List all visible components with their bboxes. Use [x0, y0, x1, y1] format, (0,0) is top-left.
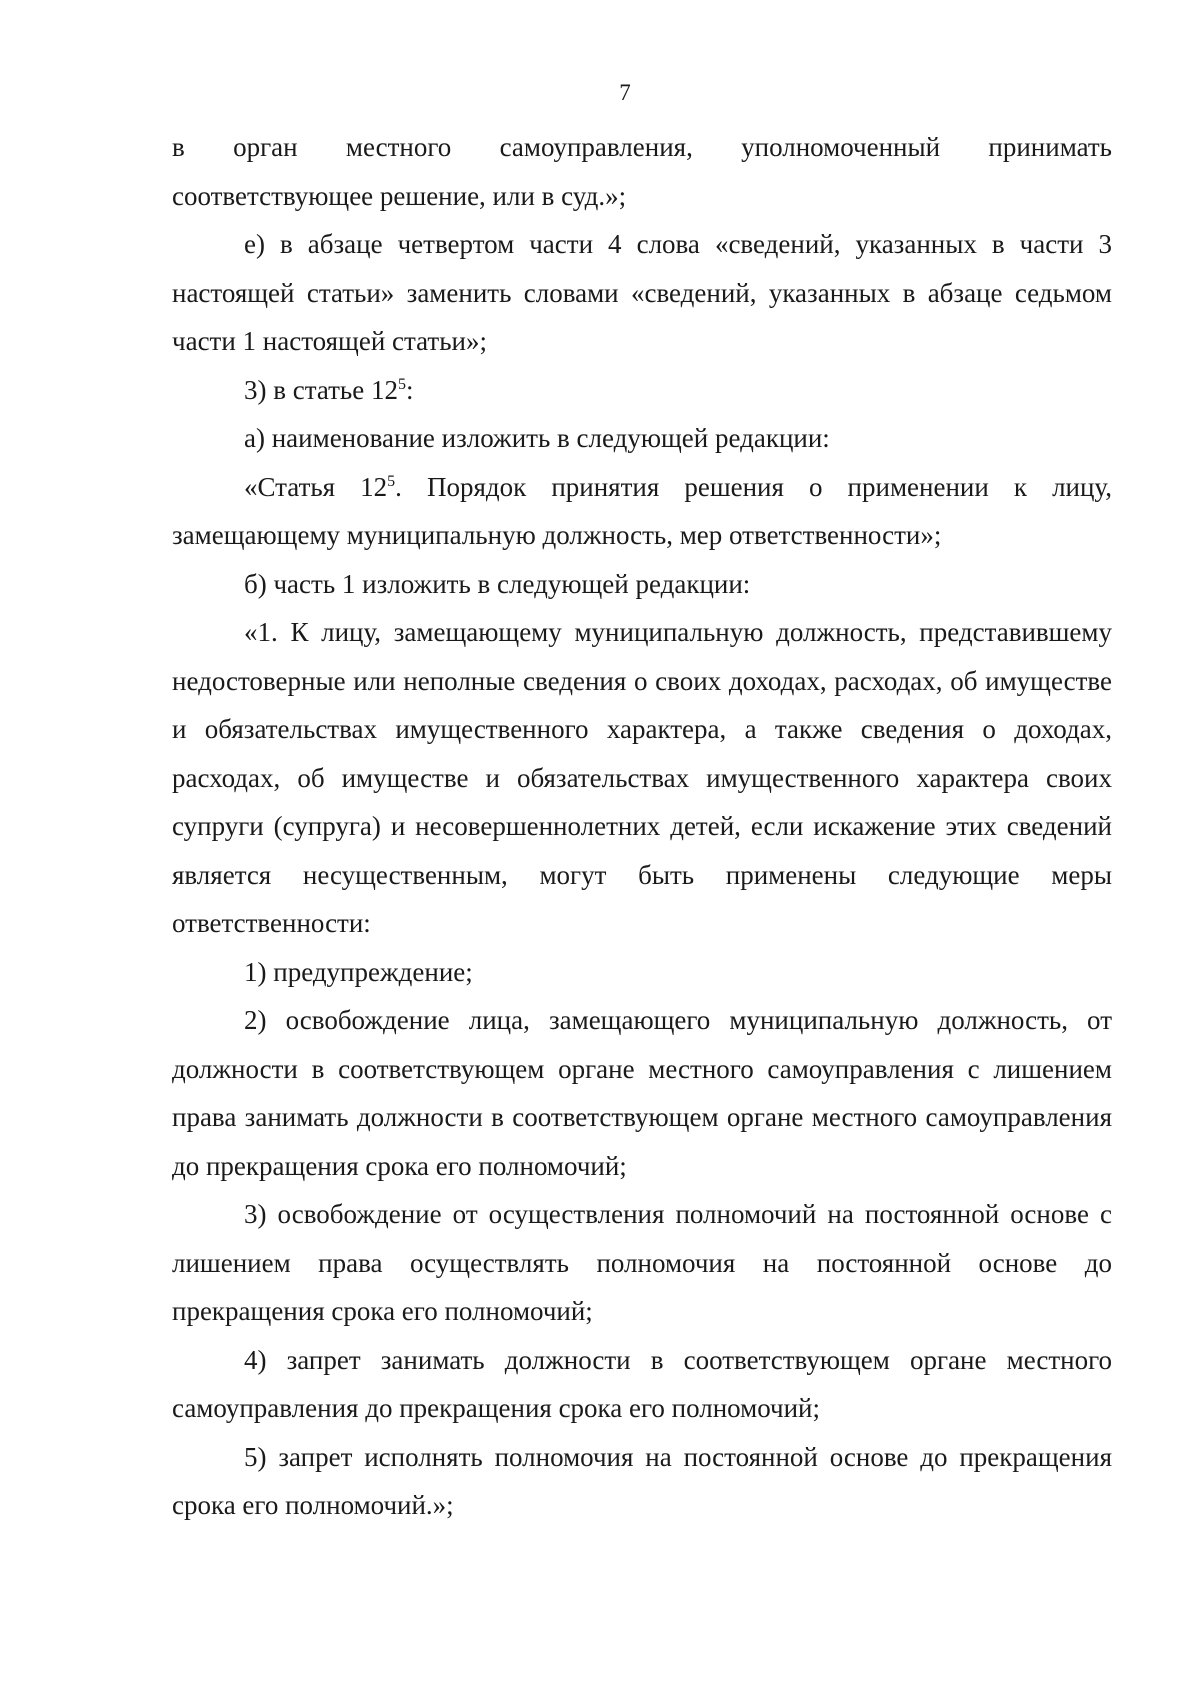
paragraph-item-3-text: 3) в статье 12	[244, 374, 398, 405]
paragraph-item-3-tail: :	[405, 374, 414, 405]
page-number: 7	[619, 80, 631, 105]
paragraph-measure-1: 1) предупреждение;	[244, 956, 473, 987]
document-body	[172, 123, 1112, 1530]
paragraph-item-3	[172, 366, 1112, 415]
paragraph-measure-4: 4) запрет занимать должности в соответствующем органе местного самоуправления до прекращения срока его полномочий;	[172, 1344, 1112, 1423]
paragraph-part-1: «1. К лицу, замещающему муниципальную должность, представившему недостоверные или неполные сведения о своих доходах, расходах, об имуществе и обязательствах имущественного характера, а также сведения о доходах, расходах, об имуществе и обязательствах имущественного характера своих супруги (супруга) и несовершеннолетних детей, если искажение этих сведений является несущественным, могут быть применены следующие меры ответственности:	[172, 617, 1112, 938]
paragraph-continuation: в орган местного самоуправления, уполномоченный принимать соответствующее решение, или в суд.»;	[172, 132, 1112, 211]
paragraph-measure-5: 5) запрет исполнять полномочия на постоянной основе до прекращения срока его полномочий.»;	[172, 1441, 1112, 1520]
paragraph-measure-2: 2) освобождение лица, замещающего муниципальную должность, от должности в соответствующем органе местного самоуправления с лишением права занимать должности в соответствующем органе местного самоуправления до прекращения срока его полномочий;	[172, 1005, 1112, 1181]
paragraph-item-a: а) наименование изложить в следующей редакции:	[244, 423, 830, 453]
paragraph-item-e: е) в абзаце четвертом части 4 слова «сведений, указанных в части 3 настоящей статьи» заменить словами «сведений, указанных в абзаце седьмом части 1 настоящей статьи»;	[172, 229, 1112, 356]
paragraph-item-b: б) часть 1 изложить в следующей редакции:	[244, 568, 751, 599]
paragraph-article-title	[172, 463, 1112, 560]
article-title-rest: . Порядок принятия решения о применении к лицу, замещающему муниципальную должность, мер ответственности»;	[172, 471, 1112, 550]
article-title-start: «Статья 12	[244, 471, 388, 502]
superscript: 5	[387, 472, 396, 490]
superscript: 5	[397, 375, 406, 393]
paragraph-measure-3: 3) освобождение от осуществления полномочий на постоянной основе с лишением права осуществлять полномочия на постоянной основе до прекращения срока его полномочий;	[172, 1199, 1112, 1326]
